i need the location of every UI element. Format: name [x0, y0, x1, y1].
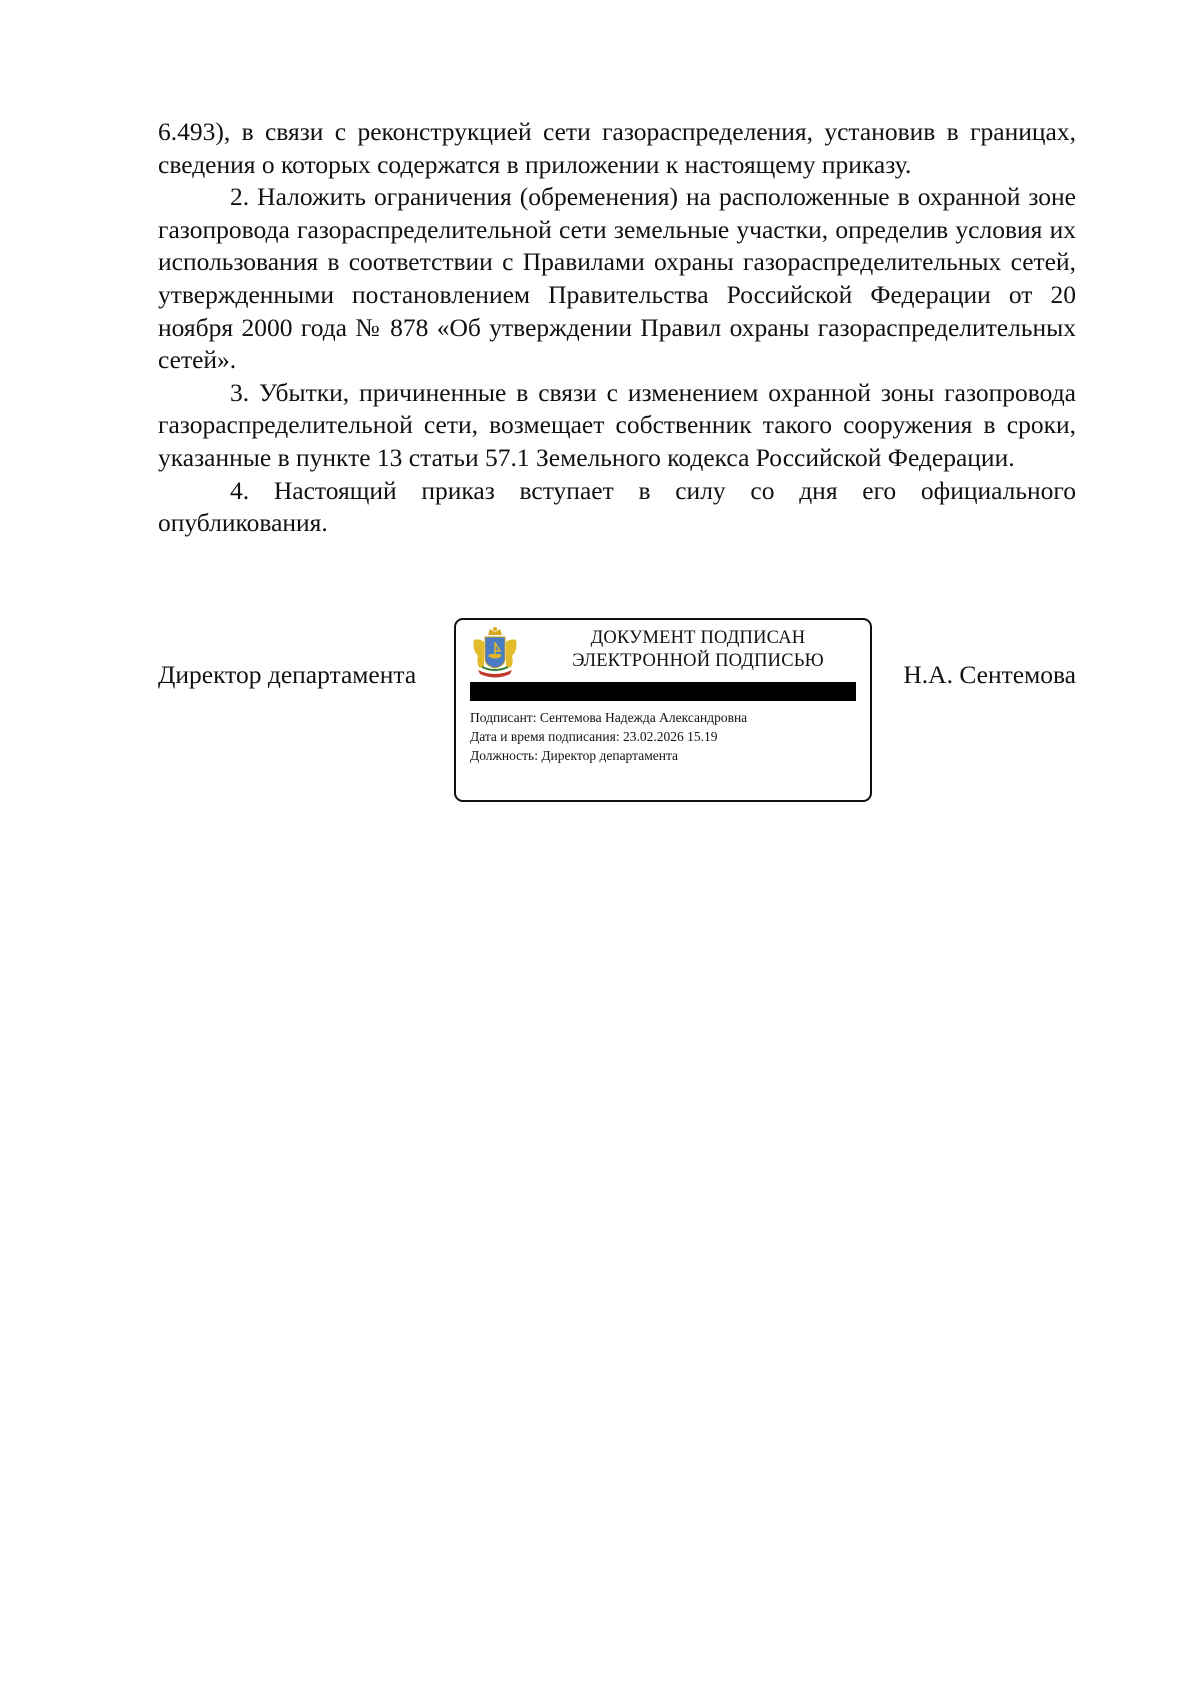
signer-position: Директор департамента — [158, 660, 417, 689]
stamp-position: Должность: Директор департамента — [470, 748, 679, 763]
stamp-signer: Подписант: Сентемова Надежда Александровна — [470, 710, 748, 725]
coat-of-arms-icon — [470, 626, 520, 680]
paragraph-2: 2. Наложить ограничения (обременения) на расположенные в охранной зоне газопровода газораспределительной сети земельные участки, определив условия их использования в соответствии с Правилами охраны газораспределительных сетей, утвержденными постановлением Правительства Российской Федерации от 20 ноября 2000 года № 878 «Об утверждении Правил охраны газораспределительных сетей». — [158, 182, 1076, 375]
document-body — [158, 116, 1076, 540]
stamp-divider-bar — [470, 682, 856, 701]
stamp-datetime: Дата и время подписания: 23.02.2026 15.19 — [470, 729, 718, 744]
paragraph-3: 3. Убытки, причиненные в связи с изменением охранной зоны газопровода газораспределительной сети, возмещает собственник такого сооружения в сроки, указанные в пункте 13 статьи 57.1 Земельного кодекса Российской Федерации. — [158, 377, 1076, 472]
signature-block — [158, 618, 1076, 808]
paragraph-4: 4. Настоящий приказ вступает в силу со дня его официального опубликования. — [158, 475, 1076, 538]
signer-name: Н.А. Сентемова — [903, 660, 1076, 689]
stamp-title: ДОКУМЕНТ ПОДПИСАН ЭЛЕКТРОННОЙ ПОДПИСЬЮ — [572, 628, 824, 671]
paragraph-1: 6.493), в связи с реконструкцией сети газораспределения, установив в границах, сведения о которых содержатся в приложении к настоящему приказу. — [158, 117, 1076, 179]
stamp-details — [470, 708, 747, 765]
electronic-signature-stamp — [454, 618, 872, 802]
